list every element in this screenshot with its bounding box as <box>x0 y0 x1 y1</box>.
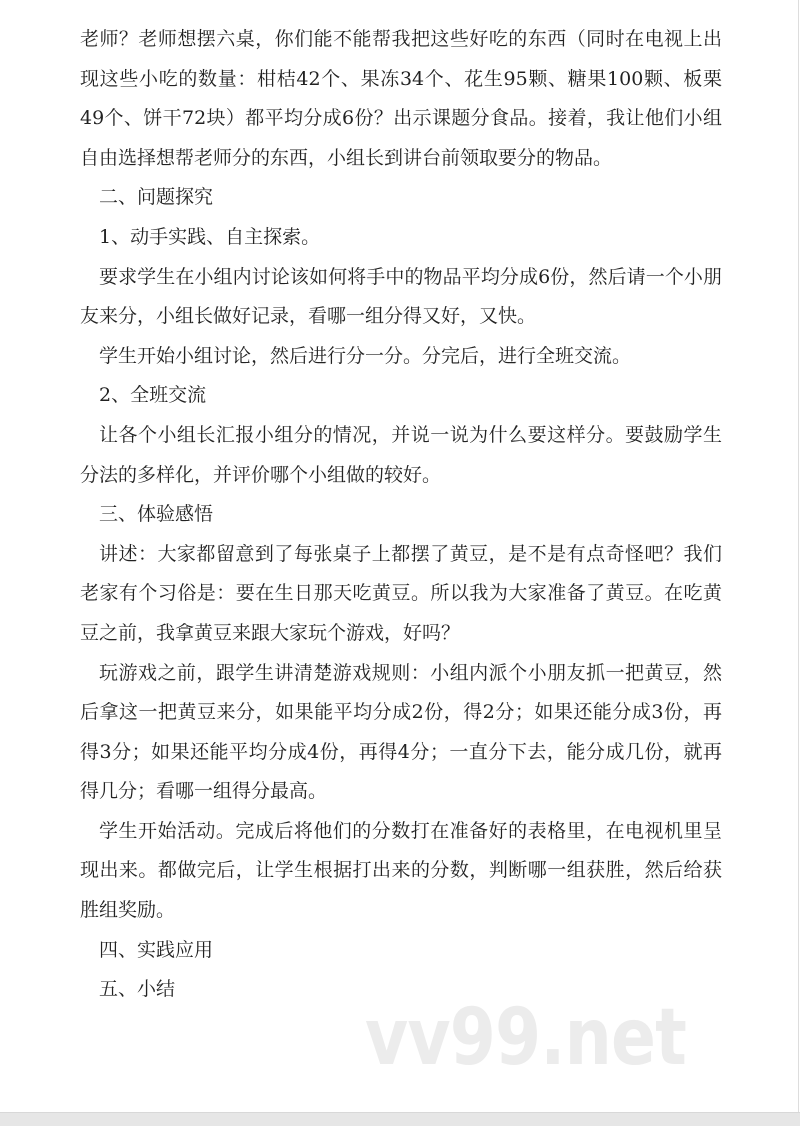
paragraph: 要求学生在小组内讨论该如何将手中的物品平均分成6份，然后请一个小朋友来分，小组长做好记录，看哪一组分得又好，又快。 <box>80 265 722 328</box>
section-heading: 五、小结 <box>99 978 176 1001</box>
watermark: vv99.net <box>365 993 686 1083</box>
paragraph: 讲述：大家都留意到了每张桌子上都摆了黄豆，是不是有点奇怪吧？我们老家有个习俗是：要在生日那天吃黄豆。所以我为大家准备了黄豆。在吃黄豆之前，我拿黄豆来跟大家玩个游戏，好吗？ <box>80 542 722 644</box>
paragraph: 让各个小组长汇报小组分的情况，并说一说为什么要这样分。要鼓励学生分法的多样化，并评价哪个小组做的较好。 <box>80 423 722 486</box>
subsection-heading: 1、动手实践、自主探索。 <box>99 225 321 248</box>
paragraph: 玩游戏之前，跟学生讲清楚游戏规则：小组内派个小朋友抓一把黄豆，然后拿这一把黄豆来分，如果能平均分成2份，得2分；如果还能分成3份，再得3分；如果还能平均分成4份，再得4分；一直分下去，能分成几份，就再得几分；看哪一组得分最高。 <box>80 661 722 803</box>
subsection-heading: 2、全班交流 <box>99 384 207 407</box>
section-heading: 三、体验感悟 <box>99 503 214 526</box>
section-heading: 二、问题探究 <box>99 186 214 209</box>
next-page <box>0 1126 800 1137</box>
paragraph: 老师？老师想摆六桌，你们能不能帮我把这些好吃的东西（同时在电视上出现这些小吃的数量：柑桔42个、果冻34个、花生95颗、糖果100颗、板栗49个、饼干72块）都平均分成6份？出示课题分食品。接着，我让他们小组自由选择想帮老师分的东西，小组长到讲台前领取要分的物品。 <box>80 28 722 169</box>
page-separator <box>0 1112 800 1127</box>
paragraph: 学生开始小组讨论，然后进行分一分。分完后，进行全班交流。 <box>99 344 632 367</box>
document-body <box>80 20 722 1010</box>
section-heading: 四、实践应用 <box>99 938 214 961</box>
paragraph: 学生开始活动。完成后将他们的分数打在准备好的表格里，在电视机里呈现出来。都做完后，让学生根据打出来的分数，判断哪一组获胜，然后给获胜组奖励。 <box>80 819 722 922</box>
